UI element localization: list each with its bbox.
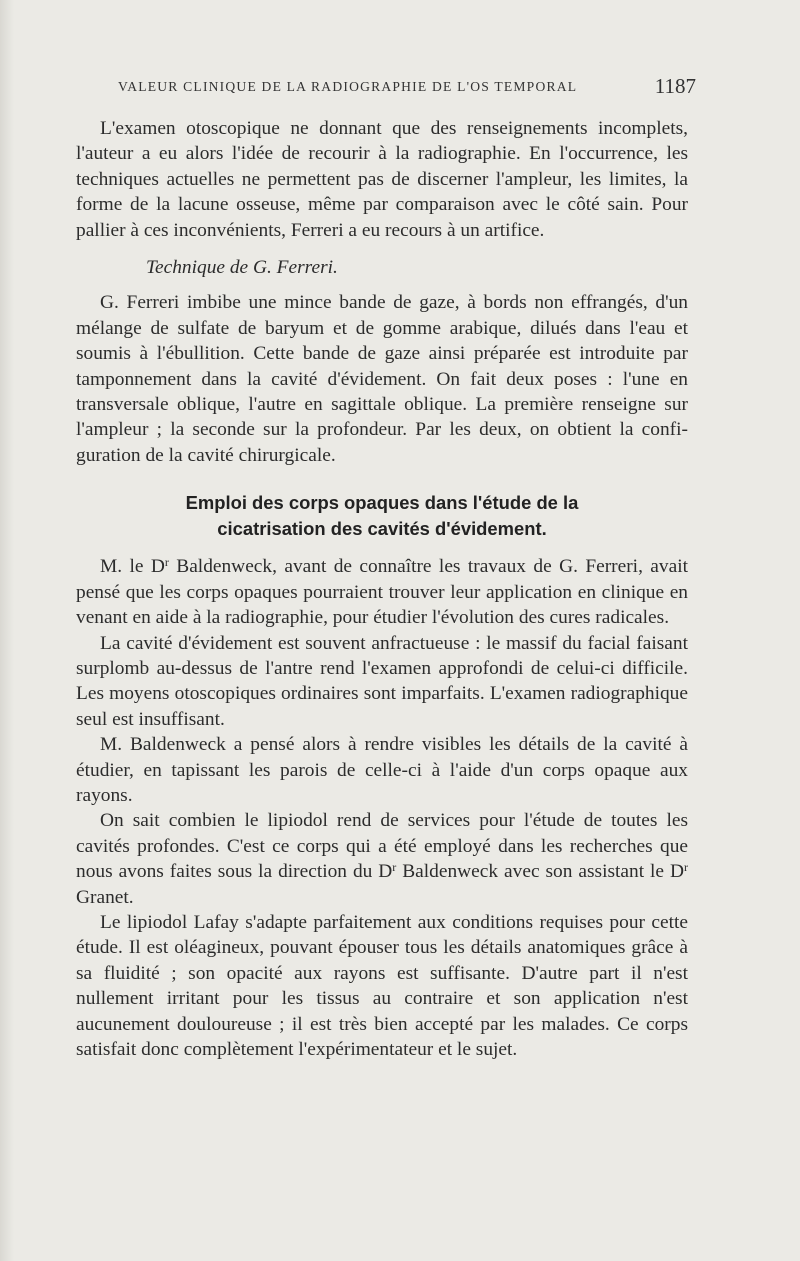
section-heading-line-2: cicatrisation des cavités d'évidement. xyxy=(217,518,547,540)
p3-superscript: r xyxy=(164,555,169,570)
p6-text-a: On sait combien le lipiodol rend de services pour l'étude de toutes les cavités profondes. C'est ce corps qui a été employé dans les recherches que nous avons faites sous la direction du D xyxy=(76,810,688,883)
p6-superscript-1: r xyxy=(392,860,397,875)
p6-text-c: Granet. xyxy=(76,886,134,908)
paragraph-ferreri-technique: G. Ferreri imbibe une mince bande de gaze, à bords non effrangés, d'un mélange de sulfate de baryum et de gomme arabique, dilués dans l'eau et soumis à l'ébullition. Cette bande de gaze ainsi préparée est introduite par tamponnement dans la cavité d'évidement. On fait deux poses : l'une en transversale oblique, l'autre en sagittale oblique. La première renseigne sur l'ampleur ; la seconde sur la profondeur. Par les deux, on obtient la configuration de la cavité chirurgicale. xyxy=(76,292,688,466)
section-heading xyxy=(76,490,688,542)
section-heading-line-1: Emploi des corps opaques dans l'étude de la xyxy=(185,492,579,514)
p3-text-a: M. le D xyxy=(100,556,165,578)
paragraph-lipiodol-services xyxy=(76,808,688,910)
page-number: 1187 xyxy=(654,74,696,98)
body-text xyxy=(76,116,688,1062)
running-title: VALEUR CLINIQUE DE LA RADIOGRAPHIE DE L'OS TEMPORAL xyxy=(118,79,578,94)
subheading-technique: Technique de G. Ferreri. xyxy=(146,257,338,279)
paragraph-visible-details: M. Baldenweck a pensé alors à rendre visibles les détails de la cavité à étudier, en tapissant les parois de celle-ci à l'aide d'un corps opaque aux rayons. xyxy=(76,734,688,806)
p6-text-b: Baldenweck avec son assistant le D xyxy=(396,861,684,883)
running-head xyxy=(118,76,708,100)
paragraph-lipiodol-lafay: Le lipiodol Lafay s'adapte parfaitement aux conditions requises pour cette étude. Il est oléagineux, pouvant épouser tous les détails anatomiques grâce à sa fluidité ; son opacité aux rayons est suffisante. D'autre part il n'est nullement irritant pour les tissus au contraire et son application n'est aucunement douloureuse ; il est très bien accepté par les malades. Ce corps satisfait donc complètement l'expérimentateur et le sujet. xyxy=(76,911,688,1060)
paragraph-otoscopic-exam: L'examen otoscopique ne donnant que des renseignements incomplets, l'auteur a eu alors l'idée de recourir à la radiographie. En l'occurrence, les techniques actuelles ne permettent pas de discerner l'ampleur, les limites, la forme de la lacune osseuse, même par comparaison avec le côté sain. Pour pallier à ces inconvénients, Ferreri a eu recours à un artifice. xyxy=(76,118,688,241)
paragraph-baldenweck-intro xyxy=(76,554,688,630)
p6-superscript-2: r xyxy=(683,860,688,875)
p3-text-b: Baldenweck, avant de connaître les travaux de G. Ferreri, avait pensé que les corps opaques pourraient trouver leur application en clinique en venant en aide à la radiographie, pour étudier l'évolution des cures radicales. xyxy=(76,556,688,629)
paragraph-cavity-description: La cavité d'évidement est souvent anfractueuse : le massif du facial faisant surplomb au-dessus de l'antre rend l'examen approfondi de celui-ci difficile. Les moyens otoscopiques ordinaires sont imparfaits. L'examen radiographique seul est insuffisant. xyxy=(76,632,688,730)
